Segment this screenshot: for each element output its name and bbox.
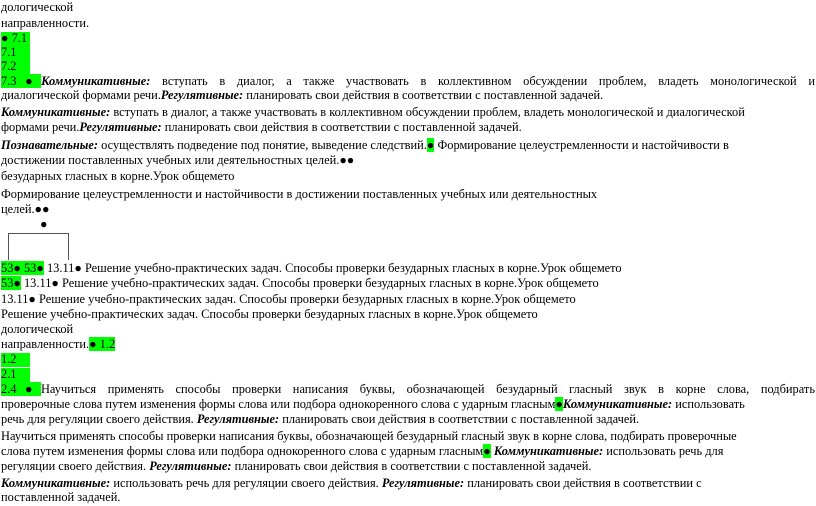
highlighted-number: 2.4● — [1, 382, 41, 396]
table-cell-outline — [8, 233, 69, 260]
highlighted-bullet: ● — [555, 397, 563, 411]
highlighted-number: 7.3● — [1, 74, 42, 88]
highlighted-number: 53● — [1, 276, 21, 290]
text-fragment: безударных гласных в корне.Урок общемето — [1, 169, 235, 183]
text-line — [1, 323, 73, 337]
text-fragment: планировать свои действия в соответствии с поставленной задачей. — [161, 120, 522, 134]
text-fragment: планировать свои действия в соответствии с поставленной задачей. — [231, 459, 592, 473]
highlighted-number: 2.1 — [1, 368, 30, 382]
text-fragment: Формирование целеустремленности и настойчивости в достижении поставленных учебных или деятельностных — [1, 187, 598, 201]
label-regulatory: Регулятивные: — [196, 412, 280, 426]
text-fragment: планировать свои действия в соответствии с — [464, 476, 702, 490]
label-regulatory: Регулятивные: — [160, 88, 244, 102]
label-regulatory: Регулятивные: — [79, 120, 162, 134]
text-line — [1, 203, 50, 217]
text-line — [1, 188, 597, 202]
text-fragment: направленности. — [1, 16, 90, 30]
text-line — [1, 75, 815, 89]
text-line — [1, 430, 737, 444]
text-line — [1, 477, 702, 491]
label-regulatory: Регулятивные: — [149, 459, 232, 473]
text-fragment: ● — [40, 217, 48, 231]
label-communicative: Коммуникативные: — [1, 476, 111, 490]
text-fragment: направленности. — [1, 337, 90, 351]
text-fragment: осуществлять подведение под понятие, выведение следствий. — [98, 138, 427, 152]
text-line — [1, 106, 745, 120]
bullet-mark — [40, 218, 47, 232]
text-line — [1, 121, 522, 135]
highlighted-number: 53● — [20, 261, 44, 275]
text-line — [1, 338, 115, 352]
text-fragment: вступать в диалог, а также участвовать в коллективном обсуждении проблем, владеть монологической и диалогической — [110, 105, 745, 119]
text-line — [1, 89, 603, 103]
label-communicative: Коммуникативные: — [41, 74, 151, 88]
highlighted-bullet: ● — [426, 138, 435, 152]
text-fragment: Формирование целеустремленности и настойчивости в — [434, 138, 729, 152]
text-fragment: проверочные слова путем изменения формы слова или подбора однокоренного слова с ударным гласным — [1, 397, 556, 411]
highlighted-number: 7.1 — [1, 46, 30, 60]
label-cognitive: Познавательные: — [1, 138, 99, 152]
text-fragment: регуляции своего действия. — [1, 459, 150, 473]
text-fragment: 13.11● Решение учебно-практических задач. Способы проверки безударных гласных в корне.Урок общемето — [1, 292, 576, 306]
text-fragment: речь для регуляции своего действия. — [1, 412, 197, 426]
highlighted-number: ● 1.2 — [89, 337, 116, 351]
text-fragment: поставленной задачей. — [1, 490, 121, 504]
text-fragment: использовать речь для — [603, 444, 724, 458]
text-fragment: целей. — [1, 202, 35, 216]
text-fragment: 13.11● Решение учебно-практических задач. Способы проверки безударных гласных в корне.Урок общемето — [43, 261, 622, 275]
text-line — [1, 154, 354, 168]
text-fragment: планировать свои действия в соответствии с поставленной задачей. — [279, 412, 640, 426]
text-line — [1, 32, 30, 46]
label-communicative: Коммуникативные: — [562, 397, 673, 411]
label-communicative: Коммуникативные: — [490, 444, 604, 458]
text-fragment: вступать в диалог, а также участвовать в коллективном обсуждении проблем, владеть монологической и — [162, 74, 815, 88]
highlighted-bullet: ● — [483, 444, 491, 458]
text-line — [1, 277, 599, 291]
text-line — [1, 353, 30, 367]
label-communicative: Коммуникативные: — [1, 105, 111, 119]
text-line — [1, 1, 73, 15]
text-fragment: использовать — [672, 397, 745, 411]
text-line — [1, 60, 30, 74]
text-fragment: дологической — [1, 322, 74, 336]
text-line — [1, 368, 30, 382]
text-line — [1, 398, 745, 412]
text-line — [1, 139, 729, 153]
text-fragment: использовать речь для регуляции своего действия. — [110, 476, 382, 490]
label-regulatory: Регулятивные: — [381, 476, 465, 490]
text-fragment: дологической — [1, 0, 74, 14]
text-line — [1, 460, 591, 474]
text-line — [1, 491, 120, 505]
text-fragment: формами речи. — [1, 120, 80, 134]
bullet-marks: ●● — [339, 153, 355, 167]
text-line — [1, 413, 639, 427]
text-fragment: слова путем изменения формы слова или подбора однокоренного слова с ударным гласным — [1, 444, 484, 458]
text-line — [1, 308, 538, 322]
text-fragment: Решение учебно-практических задач. Способы проверки безударных гласных в корне.Урок общемето — [1, 307, 538, 321]
highlighted-number: 1.2 — [1, 353, 30, 367]
text-line — [1, 262, 622, 276]
text-fragment: Научиться применять способы проверки написания буквы, обозначающей безударный гласный звук в корне слова, подбирать — [40, 382, 815, 396]
text-fragment: планировать свои действия в соответствии с поставленной задачей. — [243, 88, 604, 102]
highlighted-number: 53● — [1, 261, 21, 275]
text-line — [1, 383, 815, 397]
text-fragment: 13.11● Решение учебно-практических задач. Способы проверки безударных гласных в корне.Урок общемето — [20, 276, 599, 290]
text-line — [1, 46, 30, 60]
highlighted-number: 7.2 — [1, 60, 30, 74]
text-line — [1, 445, 723, 459]
text-line — [1, 170, 234, 184]
text-fragment: достижении поставленных учебных или деятельностных целей. — [1, 153, 340, 167]
text-line — [1, 293, 576, 307]
text-line — [1, 17, 89, 31]
highlighted-number: ● 7.1 — [1, 32, 30, 46]
bullet-marks: ●● — [34, 202, 50, 216]
text-fragment: Научиться применять способы проверки написания буквы, обозначающей безударный гласный звук в корне слова, подбирать проверочные — [1, 429, 737, 443]
text-fragment: диалогической формами речи. — [1, 88, 161, 102]
